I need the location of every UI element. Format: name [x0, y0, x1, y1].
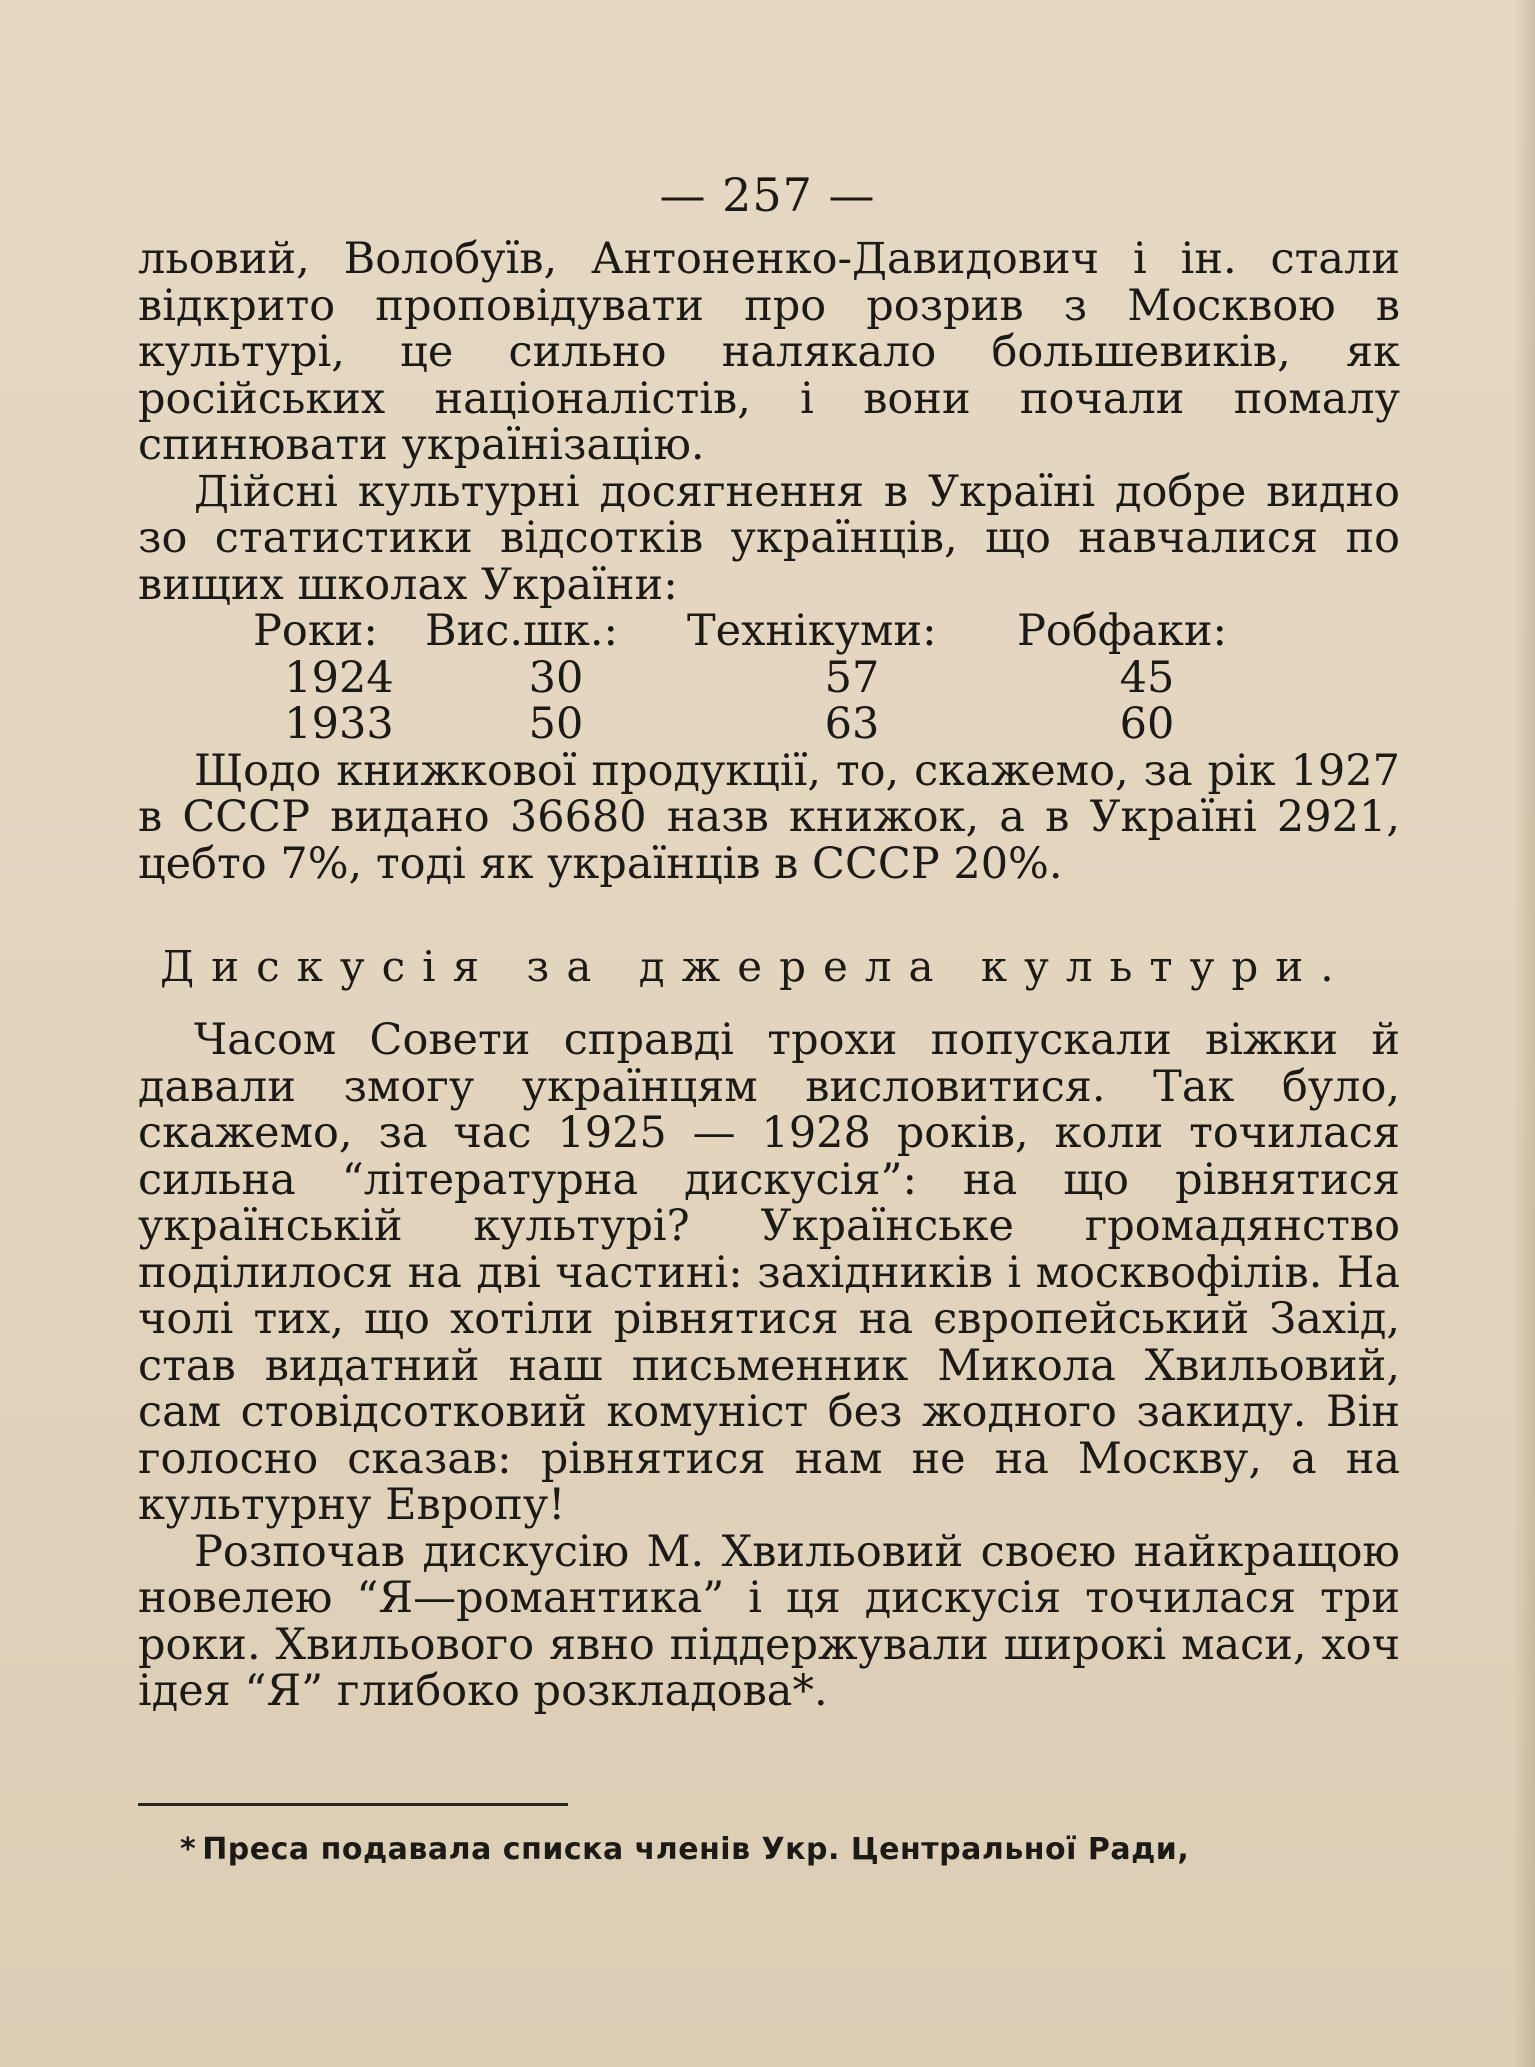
paragraph-achievements: Дійсні культурні досягнення в Україні добре видно зо статистики відсотків українців, що навчалися по вищих школах України:: [138, 466, 1400, 610]
spacer: [138, 997, 1400, 1017]
table-row: [253, 701, 1277, 748]
body-text: [138, 236, 1400, 1715]
footnote: [180, 1830, 1400, 1870]
table-cell: 63: [824, 699, 880, 749]
paragraph-continuation: льовий, Волобуїв, Антоненко-Давидович і ін. стали відкрито проповідувати про розрив з Москвою в культурі, це сильно налякало большевиків, як російських націоналістів, і вони почали помалу спинювати українізацію.: [138, 234, 1400, 470]
footnote-text: Преса подавала списка членів Укр. Центральної Ради,: [202, 1832, 1190, 1867]
table-header-higher-schools: Вис.шк.:: [425, 606, 619, 656]
table-header-years: Роки:: [253, 606, 378, 656]
paragraph-book-production: Щодо книжкової продукції, то, скажемо, за рік 1927 в СССР видано 36680 назв книжок, а в Україні 2921, цебто 7%, тоді як українців в СССР 20%.: [138, 745, 1400, 889]
table-header-technikums: Технікуми:: [687, 606, 937, 656]
table-cell: 57: [824, 652, 880, 703]
table-cell: 30: [528, 652, 584, 703]
table-cell: 45: [1119, 652, 1175, 703]
table-cell-year: 1933: [284, 699, 394, 749]
page-edge-shadow: [1513, 0, 1535, 2067]
footnote-mark: *: [180, 1832, 197, 1867]
table-header-row: [253, 608, 1277, 655]
spacer: [138, 887, 1400, 937]
table-cell: 60: [1119, 699, 1175, 749]
table-cell: 50: [528, 699, 584, 749]
table-row: [253, 655, 1277, 702]
paragraph-discussion: Часом Совети справді трохи попускали віжки й давали змогу українцям висловитися. Так було, скажемо, за час 1925 — 1928 років, коли точилася сильна “літературна дискусія”: на що рівнятися українській культурі? Українське громадянство поділилося на дві частині: західників і москвофілів. На чолі тих, що хотіли рівнятися на європейський Захід, став видатний наш письменник Микола Хвильовий, сам стовідсотковий комуніст без жодного закиду. Він голосно сказав: рівнятися нам не на Москву, а на культурну Европу!: [138, 1015, 1400, 1530]
section-heading: Дискусія за джерела культури.: [160, 942, 1351, 991]
page-number: — 257 —: [659, 168, 876, 222]
statistics-table: [253, 608, 1277, 748]
table-cell-year: 1924: [284, 652, 394, 703]
paragraph-khvylovy: Розпочав дискусію М. Хвильовий своєю найкращою новелею “Я—романтика” і ця дискусія точилася три роки. Хвильового явно піддержували широкі маси, хоч ідея “Я” глибоко розкладова*.: [138, 1526, 1400, 1716]
footnote-divider: [138, 1803, 568, 1806]
table-header-rabfaks: Робфаки:: [1017, 606, 1228, 656]
